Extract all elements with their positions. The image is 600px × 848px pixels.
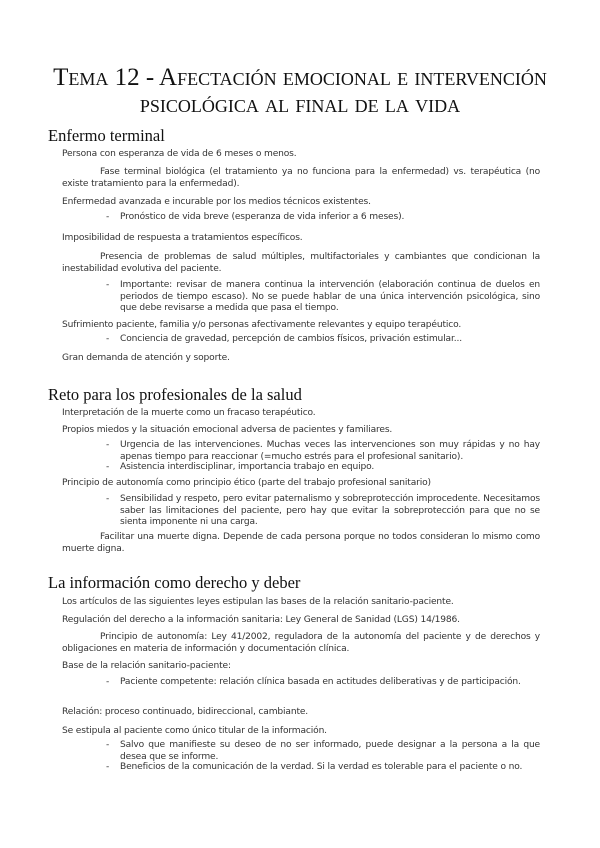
document-title-line-1: Tema 12 - Afectación emocional e intervención bbox=[53, 64, 547, 91]
paragraph: Interpretación de la muerte como un fracaso terapéutico. bbox=[62, 408, 316, 418]
paragraph: Facilitar una muerte digna. Depende de cada persona porque no todos consideran lo mismo como muerte digna. bbox=[62, 532, 540, 554]
bullet-item: - Paciente competente: relación clínica basada en actitudes deliberativas y de participación. bbox=[120, 677, 540, 689]
bullet-item: - Conciencia de gravedad, percepción de cambios físicos, privación estimular... bbox=[120, 334, 540, 346]
section-heading: Enfermo terminal bbox=[48, 126, 165, 145]
paragraph: Gran demanda de atención y soporte. bbox=[62, 353, 230, 363]
bullet-item: - Importante: revisar de manera continua la intervención (elaboración continua de duelos en periodos de tiempo escaso). No se puede hablar de una única intervención psicológica, sino que debe revisarse a medida que pasa el tiempo. bbox=[120, 280, 540, 315]
paragraph: Presencia de problemas de salud múltiples, multifactoriales y cambiantes que condicionan la inestabilidad evolutiva del paciente. bbox=[62, 252, 540, 274]
paragraph: Propios miedos y la situación emocional adversa de pacientes y familiares. bbox=[62, 425, 393, 435]
paragraph: Persona con esperanza de vida de 6 meses o menos. bbox=[62, 149, 297, 159]
document-title-line-2: psicológica al ﬁnal de la vida bbox=[139, 91, 461, 118]
paragraph: Regulación del derecho a la información sanitaria: Ley General de Sanidad (LGS) 14/1986. bbox=[62, 615, 460, 625]
paragraph: Principio de autonomía: Ley 41/2002, reguladora de la autonomía del paciente y de derechos y obligaciones en materia de información y documentación clínica. bbox=[62, 632, 540, 654]
paragraph: Principio de autonomía como principio ético (parte del trabajo profesional sanitario) bbox=[62, 478, 431, 488]
paragraph: Base de la relación sanitario-paciente: bbox=[62, 661, 231, 671]
bullet-item: - Asistencia interdisciplinar, importancia trabajo en equipo. bbox=[120, 462, 540, 474]
paragraph: Enfermedad avanzada e incurable por los medios técnicos existentes. bbox=[62, 197, 371, 207]
bullet-item: - Beneficios de la comunicación de la verdad. Si la verdad es tolerable para el paciente o no. bbox=[120, 762, 540, 774]
paragraph: Imposibilidad de respuesta a tratamientos específicos. bbox=[62, 233, 303, 243]
bullet-item: - Urgencia de las intervenciones. Muchas veces las intervenciones son muy rápidas y no hay apenas tiempo para reaccionar (=mucho estrés para el profesional sanitario). bbox=[120, 440, 540, 463]
section-heading: Reto para los profesionales de la salud bbox=[48, 385, 302, 404]
bullet-item: - Sensibilidad y respeto, pero evitar paternalismo y sobreprotección improcedente. Necesitamos saber las limitaciones del paciente, pero hay que evitar la sobreprotección para que no se sienta imponente ni una carga. bbox=[120, 494, 540, 529]
paragraph: Relación: proceso continuado, bidireccional, cambiante. bbox=[62, 707, 309, 717]
section-heading: La información como derecho y deber bbox=[48, 573, 301, 592]
bullet-item: - Salvo que manifieste su deseo de no ser informado, puede designar a la persona a la que desea que se informe. bbox=[120, 740, 540, 763]
paragraph: Los artículos de las siguientes leyes estipulan las bases de la relación sanitario-paciente. bbox=[62, 597, 454, 607]
paragraph: Se estipula al paciente como único titular de la información. bbox=[62, 726, 327, 736]
bullet-item: - Pronóstico de vida breve (esperanza de vida inferior a 6 meses). bbox=[120, 212, 540, 224]
paragraph: Fase terminal biológica (el tratamiento ya no funciona para la enfermedad) vs. terapéutica (no existe tratamiento para la enfermedad). bbox=[62, 167, 540, 189]
paragraph: Sufrimiento paciente, familia y/o personas afectivamente relevantes y equipo terapéutico. bbox=[62, 320, 462, 330]
